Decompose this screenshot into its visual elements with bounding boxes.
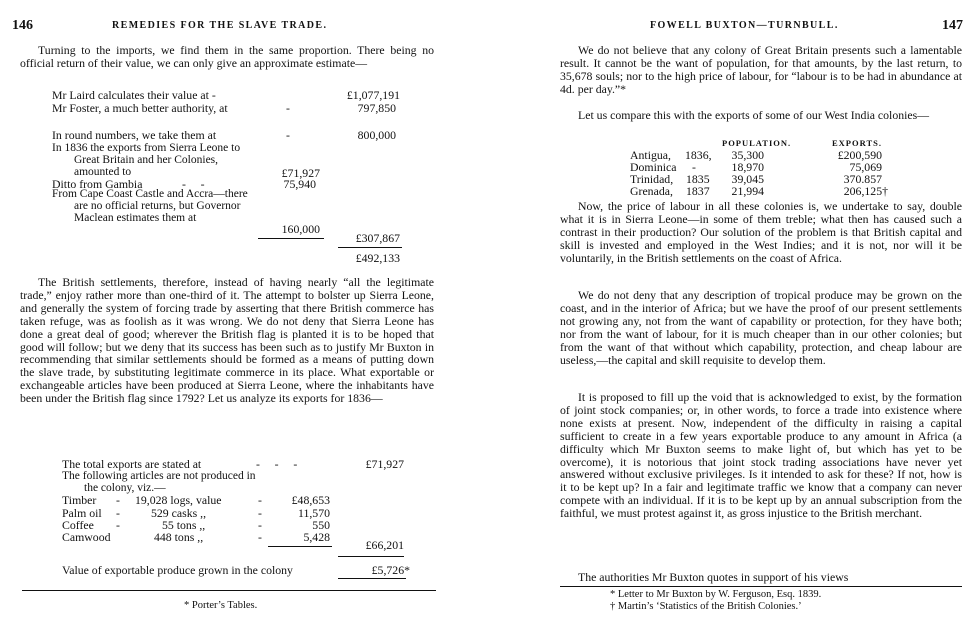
laird-value: £1,077,191 [346,88,400,102]
gambia-label: Ditto from Gambia [52,177,143,191]
dash: - [286,101,290,115]
paragraph-2: Let us compare this with the exports of some of our West India colonies— [578,108,930,122]
footnote-rule [560,586,962,587]
main-paragraph: The British settlements, therefore, instead of having nearly “all the legitimate trade,” enjoy rather more than one-third of it. The attempt to bolster up Sierra Leone, and generally the system of forcing trade by asserting that there British commerce has taken refuge, was as foolish as it was wrong. We do not deny that Sierra Leone has done a great deal of good; wherever the British flag is planted it is to be hoped that good will follow; but we deny that its success has been such as to justify Mr Buxton in recommending that similar settlements should be formed as a means of putting down the slave trade, by substituting legitimate commerce in its place. What exportable or exchangeable articles have been produced at Sierra Leone, where the inhabitants have been under the British flag since 1792? Let us analyze its exports for 1836— [20,275,434,406]
foster-label: Mr Foster, a much better authority, at [52,101,228,115]
articles-total: £66,201 [365,538,404,552]
running-head: FOWELL BUXTON—TURNBULL. [650,20,839,31]
page-number: 147 [942,18,963,33]
laird-label: Mr Laird calculates their value at - [52,88,216,102]
foster-value: 797,850 [357,101,396,115]
page-number: 146 [12,18,33,33]
cape-coast-value: 160,000 [281,222,320,236]
exports-total: £307,867 [355,231,400,245]
exports-1836-label: In 1836 the exports from Sierra Leone to Great Britain and her Colonies, amounted to [52,142,241,179]
left-page: 146 REMEDIES FOR THE SLAVE TRADE. Turning to the imports, we find them in the same proportion. There being no official return of their value, we can only give an approximate estimate— Mr Laird calculates their value at - £1,077,191 Mr Foster, a much better authority, at - 797,850 In round numbers, we take them at - 800,000 In 1836 the exports from Sierra Leone to Great Britain and her Colonies, amounted to £71,927 Ditto from Gambia - - 75,940 From Cape Coast Castle and Accra—there are no official returns, but Governor Maclean estimates them at 160,000 £307,867 £492,133 The British settlements, therefore, instead of having nearly “all the legitimate trade,” enjoy rather more than one-third of it. The attempt to bolster up Sierra Leone, and generally the system of forcing trade by asserting that there British commerce has taken refuge, was as foolish as it was wrong. We do not deny that Sierra Leone has done a great deal of good; wherever the British flag is planted it is to be hoped that good will follow; but we deny that its success has been such as to justify Mr Buxton in recommending that similar settlements should be formed as a means of putting down the slave trade, by substituting legitimate commerce in its place. What exportable or exchangeable articles have been produced at Sierra Leone, where the inhabitants have been under the British flag since 1792? Let us analyze its exports for 1836— The total exports are stated at - - - £71,927 The following articles are not produced in the colony, viz.— Timber - 19,028 logs, value - £48,653 Palm oil - 529 casks ,, - 11,570 Coffee - 55 tons ,, - 550 Camwood 448 tons ,, - 5,428 £66,201 Value of exportable produce grown in the colony £5,726* * Porter’s Tables. [12,18,434,611]
right-page: FOWELL BUXTON—TURNBULL. 147 We do not believe that any colony of Great Britain presents such a lamentable result. It cannot be the want of population, for that amounts, by the last return, to 35,678 souls; nor to the high price of labour, for “labour is to be had in abundance at 4d. per day.”* Let us compare this with the exports of some of our West India colonies— POPULATION. EXPORTS. Antigua, 1836, 35,300 £200,590 Dominica - 18,970 75,069 Trinidad, 1835 39,045 370.857 Grenada, 1837 21,994 206,125† Now, the price of labour in all these colonies is, we undertake to say, double what it is in Sierra Leone—in some of them treble; what then has caused such a contrast in their production? Our solution of the problem is that British capital and skill is invested and employed in the West Indies; and it is not, nor will it be voluntarily, in the British settlements on the coast of Africa. We do not deny that any description of tropical produce may be grown on the coast, and in the interior of Africa; but we have the proof of our present settlements not growing any, not from the want of capability or protection, for they have both; nor from the want of labour, for it is much cheaper than in our other colonies; but from the want of that without which capability, protection, and cheap labour are useless,—the capital and skill requisite to develop them. It is proposed to fill up the void that is acknowledged to exist, by the formation of joint stock companies; or, in other words, to force a trade into existence where none exists at present. Now, independent of the difficulty in raising a capital sufficient to create in a few years exportable produce to any amount in Africa (a difficulty which Mr Buxton seems to make light of, but which has yet to be overcome), it is notorious that joint stock trading associations have never yet answered without exclusive privileges. Is it intended to ask for these? If not, how is it to be kept up? In a fair and legitimate traffic we know that a company can never compete with an individual. If it is to be kept up by an annual subscription from the faithful, we must protest against it, as gross injustice to the British merchant. The authorities Mr Buxton quotes in support of his views * Letter to Mr Buxton by W. Ferguson, Esq. 1839. † Martin’s ‘Statistics of the British Colonies.’ [560,18,963,612]
exportable-label: Value of exportable produce grown in the colony [62,563,293,577]
footnote-2: † Martin’s ‘Statistics of the British Colonies.’ [610,601,802,612]
total-exports-label: The total exports are stated at [62,457,202,471]
footnote: * Porter’s Tables. [184,600,258,611]
exports-1836-value: £71,927 [281,166,320,180]
running-head: REMEDIES FOR THE SLAVE TRADE. [112,20,328,31]
population-header: POPULATION. [722,138,792,148]
paragraph-4: We do not deny that any description of tropical produce may be grown on the coast, and in the interior of Africa; but we have the proof of our present settlements not growing any, not from the want of capability or protection, for they have both; nor from the want of labour, for it is much cheaper than in our other colonies; but from the want of that without which capability, protection, and cheap labour are useless,—the capital and skill requisite to develop them. [560,288,962,367]
difference-value: £492,133 [355,251,400,265]
rule [338,578,406,579]
paragraph-6: The authorities Mr Buxton quotes in support of his views [578,570,849,584]
rule [338,247,402,248]
round-label: In round numbers, we take them at [52,128,217,142]
paragraph-3: Now, the price of labour in all these colonies is, we undertake to say, double what it is in Sierra Leone—in some of them treble; what then has caused such a contrast in their production? Our solution of the problem is that British capital and skill is invested and employed in the West Indies; and it is not, nor will it be voluntarily, in the British settlements on the coast of Africa. [560,199,962,265]
exportable-value: £5,726* [371,563,410,577]
cape-coast-label: From Cape Coast Castle and Accra—there are no official returns, but Governor Maclean estimates them at [52,188,248,225]
exports-header: EXPORTS. [832,138,882,148]
paragraph-5: It is proposed to fill up the void that is acknowledged to exist, by the formation of joint stock companies; or, in other words, to force a trade into existence where none exists at present. Now, independent of the difficulty in raising a capital sufficient to create in a few years exportable produce to any amount in Africa (a difficulty which Mr Buxton seems to make light of, but which has yet to be overcome), it is notorious that joint stock trading associations have never yet answered without exclusive privileges. Is it intended to ask for these? If not, how is it to be kept up? In a fair and legitimate traffic we know that a company can never compete with an individual. If it is to be kept up by an annual subscription from the faithful, we must protest against it, as gross injustice to the British merchant. [560,390,962,521]
following-label: The following articles are not produced in the colony, viz.— [62,470,256,495]
intro-paragraph: Turning to the imports, we find them in the same proportion. There being no official return of their value, we can only give an approximate estimate— [20,43,434,70]
total-exports-value: £71,927 [365,457,404,471]
footnote-rule [22,590,436,591]
paragraph-1: We do not believe that any colony of Great Britain presents such a lamentable result. It cannot be the want of population, for that amounts, by the last return, to 35,678 souls; nor to the high price of labour, for “labour is to be had in abundance at 4d. per day.”* [560,43,962,96]
gambia-value: 75,940 [283,177,316,191]
footnote-1: * Letter to Mr Buxton by W. Ferguson, Esq. 1839. [610,589,822,600]
dashes: - - [182,177,205,191]
dash: - [286,128,290,142]
dashes: - - - [256,457,298,471]
rule [338,556,404,557]
round-value: 800,000 [357,128,396,142]
